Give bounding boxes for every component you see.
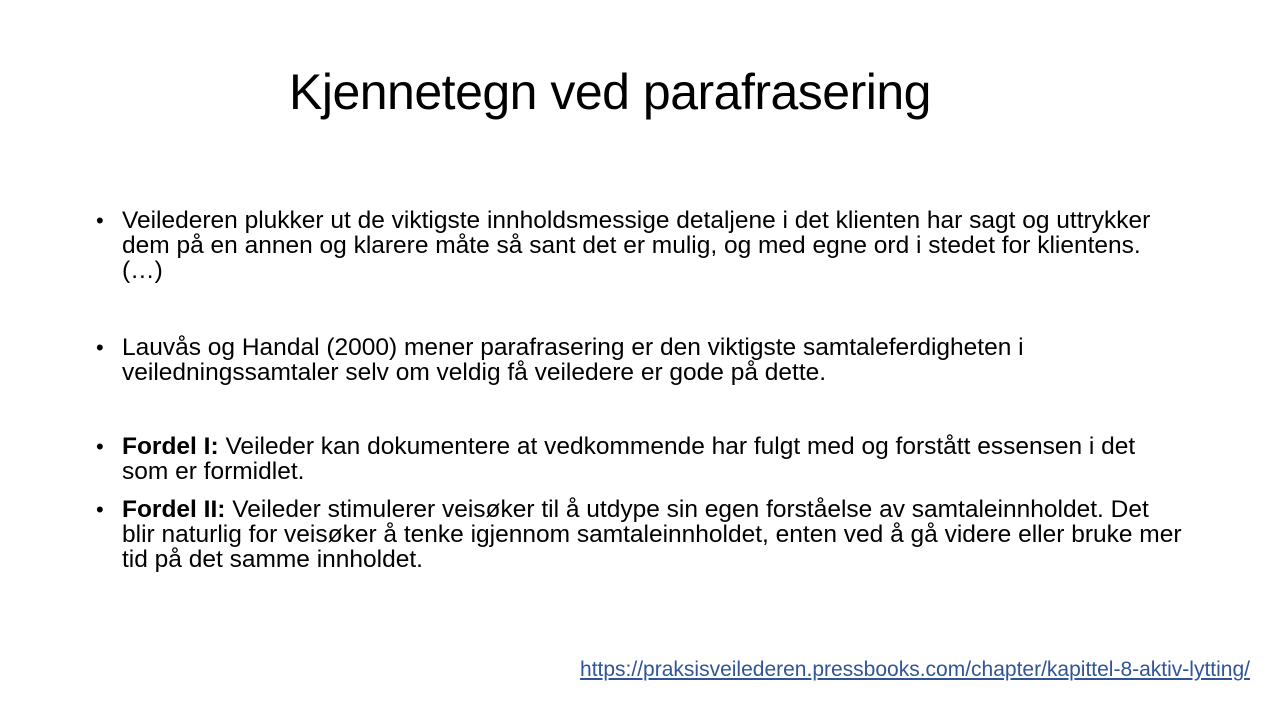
bullet-text [122,208,1186,283]
bullet-icon: • [96,434,104,459]
bullet-lead-label: Fordel II: [122,496,226,523]
bullet-icon: • [96,208,104,233]
bullet-lead-label: Fordel I: [122,433,219,460]
bullet-body: Veilederen plukker ut de viktigste innholdsmessige detaljene i det klienten har sagt og uttrykker dem på en annen og klarere måte så sant det er mulig, og med egne ord i stedet for klientens. (…) [122,207,1151,284]
source-link[interactable]: https://praksisveilederen.pressbooks.com/chapter/kapittel-8-aktiv-lytting/ [580,658,1250,681]
bullet-text [122,335,1186,385]
bullet-text [122,434,1186,484]
bullet-body: Veileder stimulerer veisøker til å utdype sin egen forståelse av samtaleinnholdet. Det blir naturlig for veisøker å tenke igjennom samtaleinnholdet, enten ved å gå videre eller bruke mer tid på det samme innholdet. [122,496,1182,573]
bullet-icon: • [96,335,104,360]
bullet-body: Veileder kan dokumentere at vedkommende har fulgt med og forstått essensen i det som er formidlet. [122,433,1136,485]
bullet-body: Lauvås og Handal (2000) mener parafrasering er den viktigste samtaleferdigheten i veiledningssamtaler selv om veldig få veiledere er gode på dette. [122,334,1024,386]
slide-title: Kjennetegn ved parafrasering [288,64,931,120]
bullet-icon: • [96,497,104,522]
bullet-text [122,497,1186,572]
